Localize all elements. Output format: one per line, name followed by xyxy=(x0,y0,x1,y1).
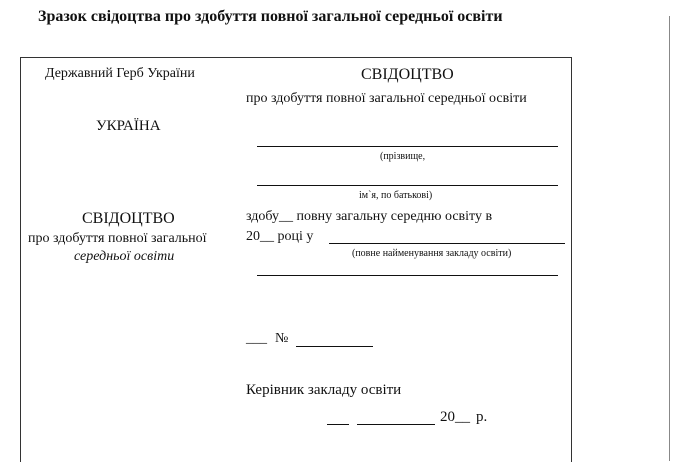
left-certificate-title: СВІДОЦТВО xyxy=(82,210,175,227)
number-line xyxy=(296,346,373,347)
name-line xyxy=(257,185,558,186)
state-emblem-label: Державний Герб України xyxy=(45,66,195,81)
left-certificate-subtitle: про здобуття повної загальної xyxy=(28,231,207,246)
page-heading: Зразок свідоцтва про здобуття повної загальної середньої освіти xyxy=(38,8,503,25)
name-caption: ім`я, по батькові) xyxy=(359,190,433,201)
date-suffix: р. xyxy=(476,409,488,425)
institution-line-2 xyxy=(257,275,558,276)
number-sign: № xyxy=(275,331,289,346)
right-certificate-subtitle: про здобуття повної загальної середньої освіти xyxy=(246,91,527,106)
head-of-institution-label: Керівник закладу освіти xyxy=(246,382,402,398)
page-edge-line xyxy=(669,16,670,461)
institution-line xyxy=(329,243,565,244)
surname-caption: (прізвище, xyxy=(380,151,426,162)
year-prefix-text: 20__ році у xyxy=(246,229,314,244)
date-month-line xyxy=(357,424,435,425)
country-label: УКРАЇНА xyxy=(96,118,161,134)
surname-line xyxy=(257,146,558,147)
right-certificate-title: СВІДОЦТВО xyxy=(361,66,454,83)
date-year-text: 20__ xyxy=(440,409,470,425)
left-certificate-subtitle-italic: середньої освіти xyxy=(74,249,175,264)
institution-caption: (повне найменування закладу освіти) xyxy=(352,248,512,259)
obtained-education-text: здобу__ повну загальну середню освіту в xyxy=(246,209,493,224)
date-day-line xyxy=(327,424,349,425)
number-prefix-text: ___ xyxy=(246,331,267,346)
